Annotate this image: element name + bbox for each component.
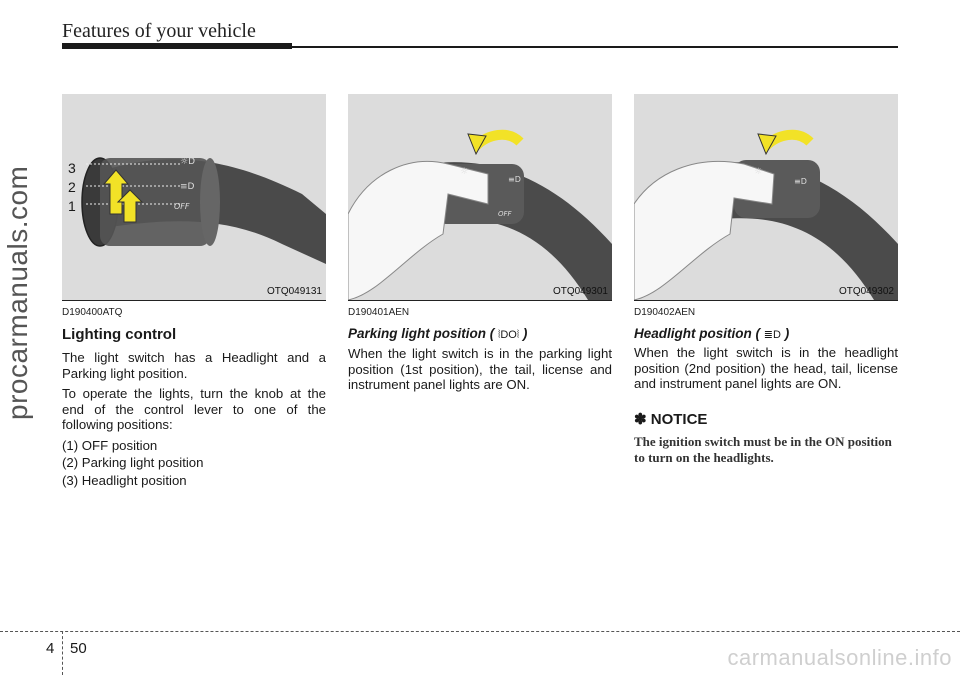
section-code: D190401AEN (348, 307, 410, 318)
page-header-title: Features of your vehicle (62, 20, 256, 42)
svg-text:☼: ☼ (460, 167, 469, 177)
column-parking-light (348, 307, 612, 398)
column-lighting-control (62, 307, 326, 490)
column-headlight (634, 307, 898, 466)
figure-code: OTQ049302 (838, 286, 894, 297)
paragraph: When the light switch is in the headlight position (2nd position) the head, tail, license and instrument panel lights are ON. (634, 345, 898, 391)
figure-rule (634, 300, 898, 301)
section-code: D190400ATQ (62, 307, 123, 318)
notice-title: ✽ NOTICE (634, 410, 708, 428)
heading-text: Headlight position ( (634, 326, 760, 341)
figure-headlight (634, 94, 898, 300)
paragraph: The light switch has a Headlight and a Parking light position. (62, 350, 326, 381)
side-watermark: procarmanuals.com (2, 165, 33, 420)
list-item: (2) Parking light position (62, 455, 204, 470)
hand-lever-illustration-2 (348, 94, 612, 300)
section-code: D190402AEN (634, 307, 696, 318)
section-number: 4 (46, 640, 55, 657)
figure-label-2: 2 (68, 179, 76, 195)
figure-label-1: 1 (68, 198, 76, 214)
section-heading: Lighting control (62, 326, 177, 343)
footer-divider (62, 631, 63, 675)
notice-body: The ignition switch must be in the ON position to turn on the headlights. (634, 433, 892, 465)
paragraph: When the light switch is in the parking light position (1st position), the tail, license and instrument panel lights are ON. (348, 346, 612, 392)
figure-code: OTQ049301 (552, 286, 608, 297)
heading-close: ) (784, 326, 790, 341)
page-number: 50 (70, 640, 87, 657)
section-heading (348, 326, 612, 342)
figure-label-3: 3 (68, 160, 76, 176)
parking-light-icon: ⦚DO⦚ (498, 329, 520, 341)
heading-close: ) (522, 326, 528, 341)
footer-watermark: carmanualsonline.info (727, 645, 952, 670)
svg-text:OFF: OFF (174, 202, 190, 211)
svg-text:OFF: OFF (498, 210, 512, 218)
list-item: (1) OFF position (62, 437, 158, 453)
footer-rule (0, 631, 960, 632)
svg-text:☼: ☼ (754, 167, 763, 177)
svg-text:≡D: ≡D (794, 177, 807, 186)
svg-text:≡D: ≡D (180, 182, 195, 192)
figure-rule (348, 300, 612, 301)
section-heading (634, 326, 898, 341)
heading-text: Parking light position ( (348, 326, 495, 341)
figure-lever-positions (62, 94, 326, 300)
figure-parking-light (348, 94, 612, 300)
lever-illustration-1 (62, 94, 326, 300)
header-rule (62, 46, 898, 48)
list-item: (3) Headlight position (62, 472, 187, 488)
paragraph: To operate the lights, turn the knob at the end of the control lever to one of the following positions: (62, 386, 326, 432)
headlight-icon: ≣D (763, 329, 781, 341)
figure-rule (62, 300, 326, 301)
figure-code: OTQ049131 (266, 286, 322, 297)
svg-text:☼D: ☼D (180, 157, 195, 167)
svg-text:≡D: ≡D (508, 175, 521, 184)
hand-lever-illustration-3 (634, 94, 898, 300)
